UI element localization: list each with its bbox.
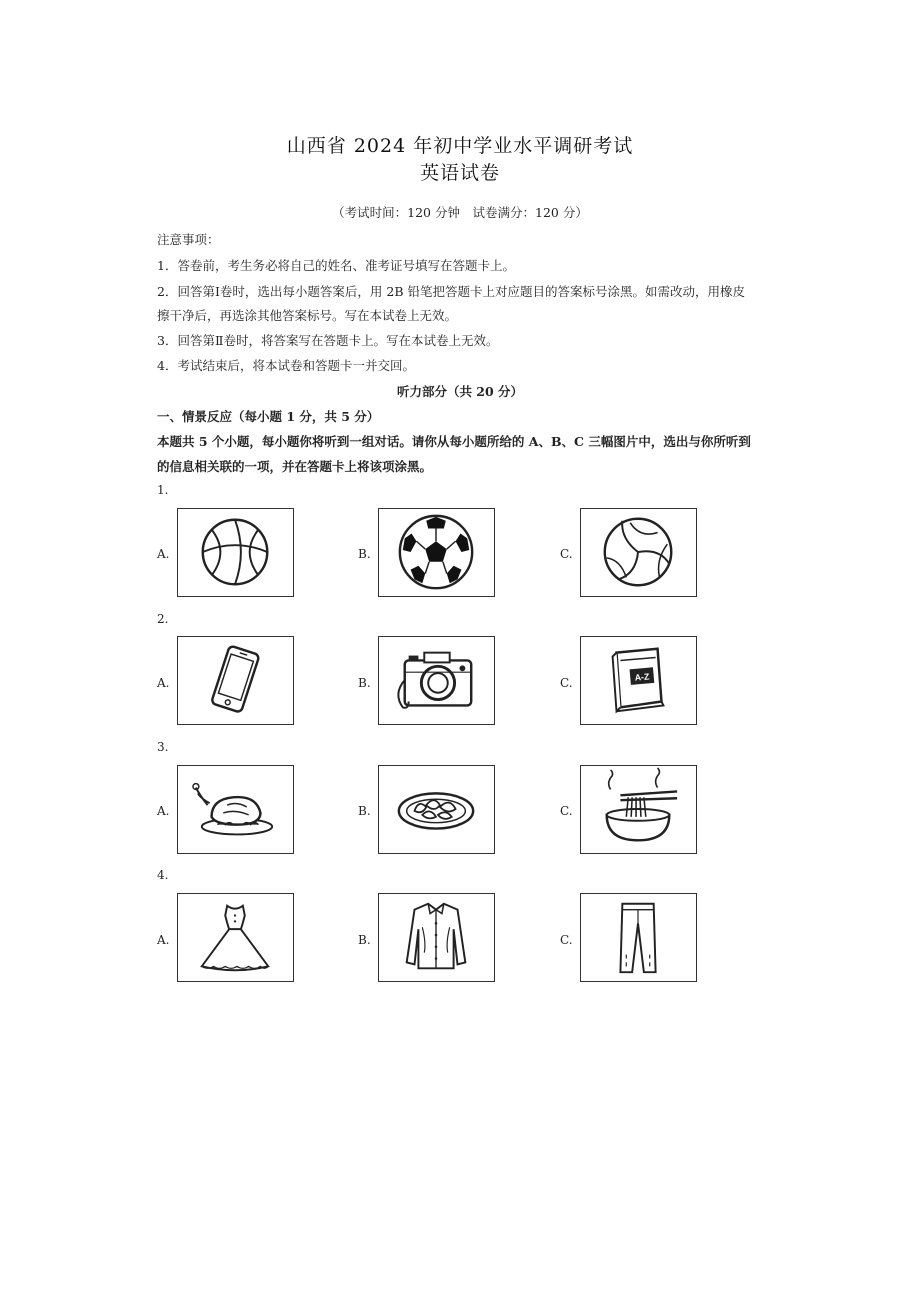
option-image-box[interactable] bbox=[177, 636, 294, 725]
option-label[interactable]: A. bbox=[157, 804, 170, 818]
notice-item: 1．答卷前，考生务必将自己的姓名、准考证号填写在答题卡上。 bbox=[157, 258, 515, 273]
roast-chicken-icon bbox=[178, 766, 293, 853]
section-title: 听力部分（共 20 分） bbox=[396, 384, 524, 399]
option-label[interactable]: B. bbox=[358, 804, 371, 818]
book-title-text: A-Z bbox=[634, 671, 650, 683]
exam-title: 山西省 2024 年初中学业水平调研考试 bbox=[286, 135, 634, 157]
notice-item: 擦干净后，再选涂其他答案标号。写在本试卷上无效。 bbox=[157, 308, 458, 323]
notice-item: 3．回答第Ⅱ卷时，将答案写在答题卡上。写在本试卷上无效。 bbox=[157, 333, 499, 348]
smartphone-icon bbox=[178, 637, 293, 724]
option-label[interactable]: C. bbox=[560, 933, 573, 947]
question-number: 2. bbox=[157, 612, 169, 626]
noodles-icon bbox=[581, 766, 696, 853]
option-image-box[interactable] bbox=[580, 893, 697, 982]
option-label[interactable]: A. bbox=[157, 547, 170, 561]
notice-heading: 注意事项： bbox=[157, 232, 220, 247]
volleyball-icon bbox=[581, 509, 696, 596]
option-image-box[interactable] bbox=[177, 765, 294, 854]
option-image-box[interactable] bbox=[378, 893, 495, 982]
instruction: 的信息相关联的一项，并在答题卡上将该项涂黑。 bbox=[157, 459, 433, 474]
option-image-box[interactable] bbox=[378, 636, 495, 725]
trousers-icon bbox=[581, 894, 696, 981]
option-image-box[interactable] bbox=[580, 508, 697, 597]
dumplings-icon bbox=[379, 766, 494, 853]
option-label[interactable]: A. bbox=[157, 933, 170, 947]
option-image-box[interactable] bbox=[177, 508, 294, 597]
basketball-icon bbox=[178, 509, 293, 596]
dress-icon bbox=[178, 894, 293, 981]
camera-icon bbox=[379, 637, 494, 724]
option-label[interactable]: B. bbox=[358, 676, 371, 690]
dictionary-icon bbox=[581, 637, 696, 724]
option-label[interactable]: A. bbox=[157, 676, 170, 690]
option-image-box[interactable] bbox=[177, 893, 294, 982]
instruction: 本题共 5 个小题，每小题你将听到一组对话。请你从每小题所给的 A、B、C 三幅图片中，选出与你所听到 bbox=[157, 434, 751, 449]
notice-item: 2．回答第Ⅰ卷时，选出每小题答案后，用 2B 铅笔把答题卡上对应题目的答案标号涂黑。如需改动，用橡皮 bbox=[157, 284, 745, 299]
question-number: 1. bbox=[157, 483, 169, 497]
option-image-box[interactable] bbox=[580, 765, 697, 854]
soccer-ball-icon bbox=[379, 509, 494, 596]
exam-subtitle: 英语试卷 bbox=[419, 162, 500, 184]
notice-item: 4．考试结束后，将本试卷和答题卡一并交回。 bbox=[157, 358, 415, 373]
question-number: 3. bbox=[157, 740, 169, 754]
option-image-box[interactable] bbox=[378, 765, 495, 854]
option-label[interactable]: B. bbox=[358, 547, 371, 561]
option-label[interactable]: C. bbox=[560, 804, 573, 818]
part-title: 一、情景反应（每小题 1 分，共 5 分） bbox=[157, 409, 380, 424]
shirt-icon bbox=[379, 894, 494, 981]
question-number: 4. bbox=[157, 868, 169, 882]
option-label[interactable]: C. bbox=[560, 676, 573, 690]
option-image-box[interactable] bbox=[580, 636, 697, 725]
exam-info: （考试时间：120 分钟 试卷满分：120 分） bbox=[332, 205, 588, 220]
option-image-box[interactable] bbox=[378, 508, 495, 597]
option-label[interactable]: B. bbox=[358, 933, 371, 947]
option-label[interactable]: C. bbox=[560, 547, 573, 561]
